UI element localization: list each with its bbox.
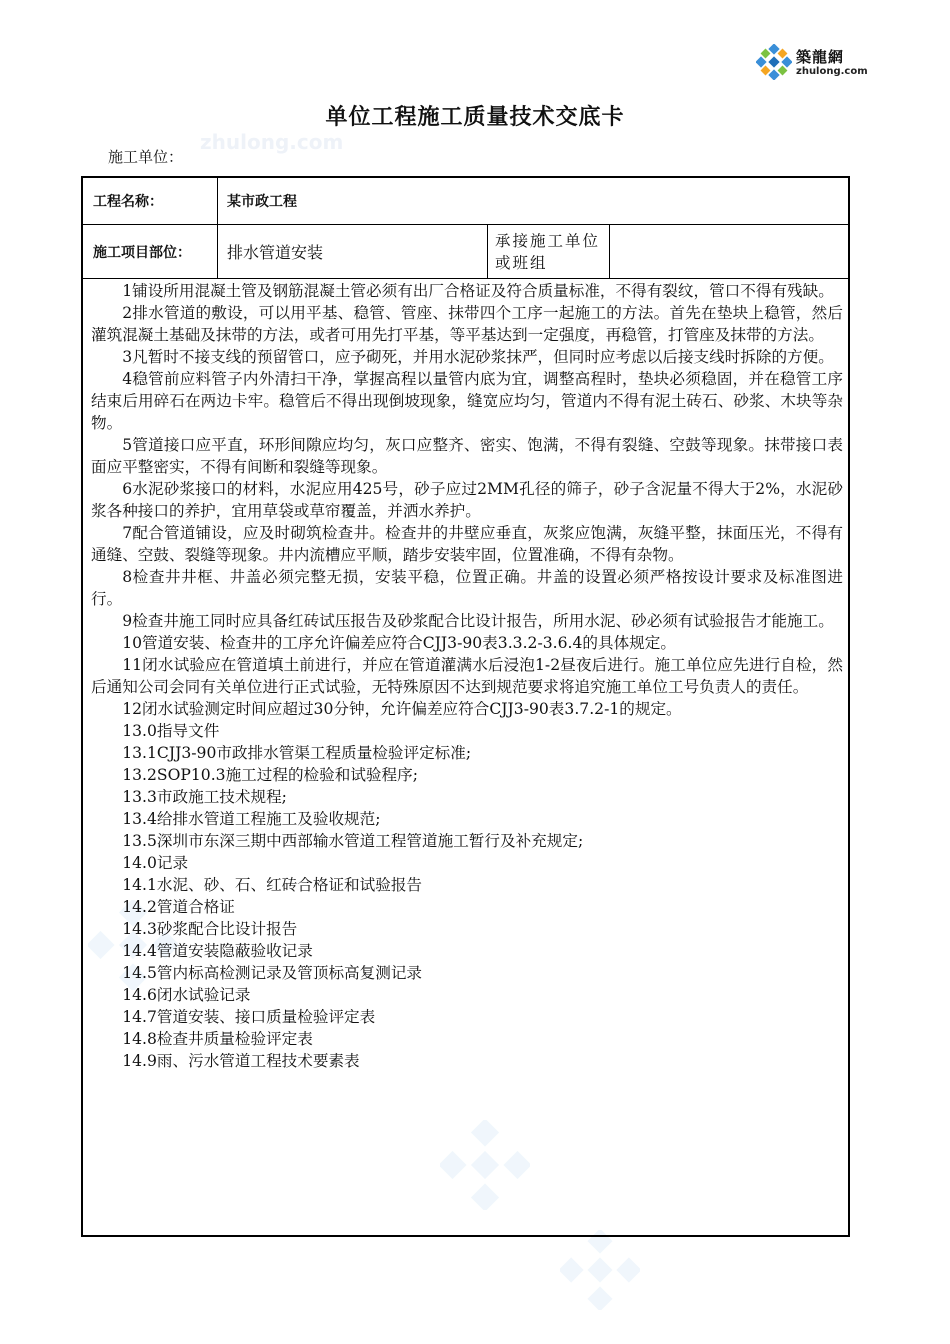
content-paragraph: 14.2管道合格证 (122, 898, 235, 916)
row-divider (83, 278, 848, 279)
content-paragraph: 6水泥砂浆接口的材料，水泥应用425号，砂子应过2MM孔径的筛子，砂子含泥量不得大于2%，水泥砂浆各种接口的养护，宜用草袋或草帘覆盖，并洒水养护。 (91, 480, 843, 520)
content-paragraph: 9检查井施工同时应具备红砖试压报告及砂浆配合比设计报告，所用水泥、砂必须有试验报告才能施工。 (122, 612, 834, 630)
content-paragraph: 1铺设所用混凝土管及钢筋混凝土管必须有出厂合格证及符合质量标准，不得有裂纹，管口不得有残缺。 (122, 282, 834, 300)
content-paragraph: 8检查井井框、井盖必须完整无损，安装平稳，位置正确。井盖的设置必须严格按设计要求及标准图进行。 (91, 568, 843, 608)
project-part-value: 排水管道安装 (227, 243, 324, 262)
project-name-value: 某市政工程 (227, 194, 297, 210)
project-name-label: 工程名称： (93, 194, 163, 210)
document-title: 单位工程施工质量技术交底卡 (325, 105, 625, 130)
content-paragraph: 5管道接口应平直，环形间隙应均匀，灰口应整齐、密实、饱满，不得有裂缝、空鼓等现象。抹带接口表面应平整密实，不得有间断和裂缝等现象。 (91, 436, 843, 476)
content-paragraph: 12闭水试验测定时间应超过30分钟，允许偏差应符合CJJ3-90表3.7.2-1的规定。 (122, 700, 682, 718)
content-paragraph: 4稳管前应料管子内外清扫干净，掌握高程以量管内底为宜，调整高程时，垫块必须稳固，并在稳管工序结束后用碎石在两边卡牢。稳管后不得出现倒坡现象，缝宽应均匀，管道内不得有泥土砖石、砂浆、木块等杂物。 (91, 370, 843, 432)
construction-unit-label: 施工单位： (108, 148, 184, 166)
content-paragraph: 3凡暂时不接支线的预留管口，应予砌死，并用水泥砂浆抹严，但同时应考虑以后接支线时拆除的方便。 (122, 348, 834, 366)
logo-brand: 築龍網 (796, 48, 845, 66)
column-divider (487, 224, 488, 278)
project-part-label: 施工项目部位： (93, 245, 191, 261)
zhulong-logo-icon (756, 44, 792, 80)
logo-domain: zhulong.com (796, 66, 868, 77)
content-paragraph: 10管道安装、检查井的工序允许偏差应符合CJJ3-90表3.3.2-3.6.4的具体规定。 (122, 634, 676, 652)
content-paragraph: 11闭水试验应在管道填土前进行，并应在管道灌满水后浸泡1-2昼夜后进行。施工单位应先进行自检，然后通知公司会同有关单位进行正式试验，无特殊原因不达到规范要求将追究施工单位工号负责人的责任。 (91, 656, 843, 696)
contractor-label: 承接施工单位或班组 (495, 232, 601, 272)
watermark-pattern-icon (560, 1230, 640, 1310)
content-paragraph: 14.8检查井质量检验评定表 (122, 1030, 313, 1048)
content-paragraph: 14.9雨、污水管道工程技术要素表 (122, 1052, 360, 1070)
technical-content (91, 280, 843, 1072)
content-paragraph: 14.4管道安装隐蔽验收记录 (122, 942, 313, 960)
content-paragraph: 14.5管内标高检测记录及管顶标高复测记录 (122, 964, 423, 982)
content-paragraph: 13.5深圳市东深三期中西部输水管道工程管道施工暂行及补充规定; (122, 832, 584, 850)
content-paragraph: 14.0记录 (122, 854, 189, 872)
content-paragraph: 13.1CJJ3-90市政排水管渠工程质量检验评定标准; (122, 744, 472, 762)
content-paragraph: 13.4给排水管道工程施工及验收规范; (122, 810, 381, 828)
content-paragraph: 13.0指导文件 (122, 722, 220, 740)
content-paragraph: 7配合管道铺设，应及时砌筑检查井。检查井的井壁应垂直，灰浆应饱满，灰缝平整，抹面压光，不得有通缝、空鼓、裂缝等现象。井内流槽应平顺，踏步安装牢固，位置准确，不得有杂物。 (91, 524, 843, 564)
handover-table (81, 176, 850, 1237)
content-paragraph: 13.3市政施工技术规程; (122, 788, 287, 806)
column-divider (609, 224, 610, 278)
watermark-text: zhulong.com (200, 130, 344, 154)
column-divider (217, 178, 218, 278)
content-paragraph: 14.3砂浆配合比设计报告 (122, 920, 298, 938)
row-divider (83, 224, 848, 225)
logo (752, 40, 872, 84)
content-paragraph: 13.2SOP10.3施工过程的检验和试验程序; (122, 766, 418, 784)
content-paragraph: 14.6闭水试验记录 (122, 986, 251, 1004)
content-paragraph: 14.7管道安装、接口质量检验评定表 (122, 1008, 376, 1026)
content-paragraph: 2排水管道的敷设，可以用平基、稳管、管座、抹带四个工序一起施工的方法。首先在垫块上稳管，然后灌筑混凝土基础及抹带的方法，或者可用先打平基，等平基达到一定强度，再稳管，打管座及抹带的方法。 (91, 304, 843, 344)
content-paragraph: 14.1水泥、砂、石、红砖合格证和试验报告 (122, 876, 423, 894)
